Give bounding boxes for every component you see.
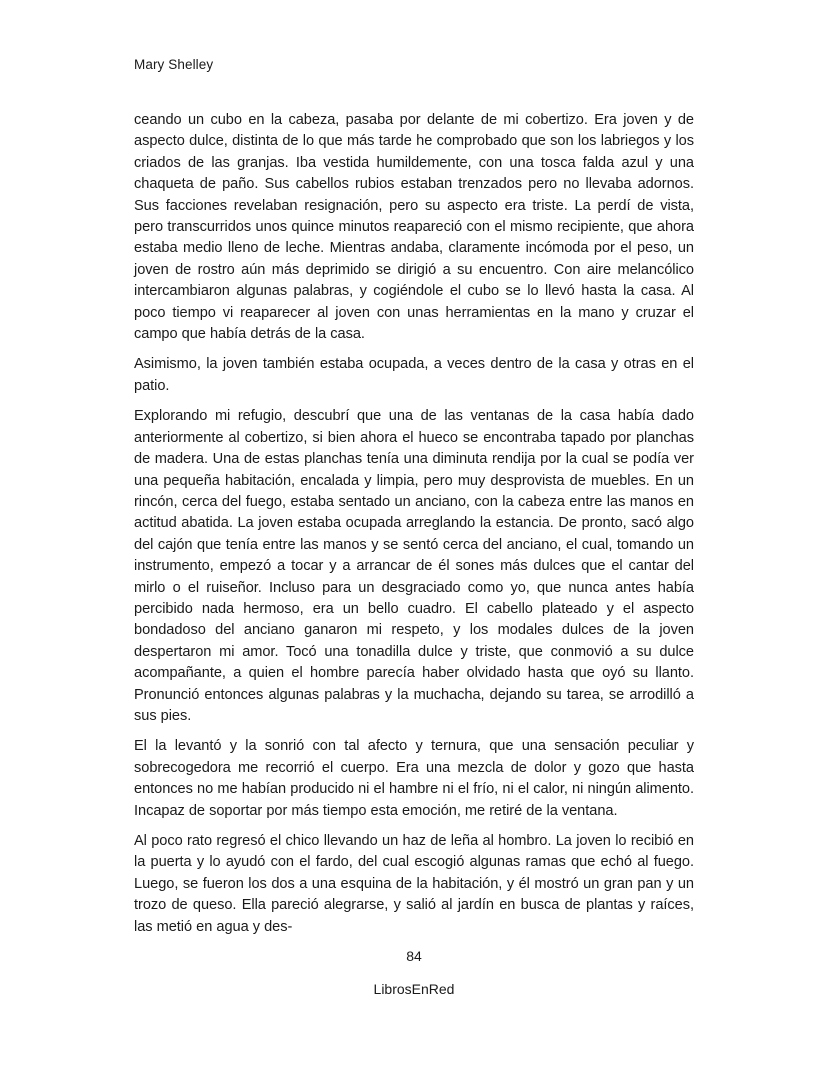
publisher-imprint: LibrosEnRed xyxy=(373,981,455,997)
page-number: 84 xyxy=(406,948,422,964)
body-paragraph: ceando un cubo en la cabeza, pasaba por delante de mi cobertizo. Era joven y de aspecto dulce, distinta de lo que más tarde he comprobado que son los labriegos y los criados de las granjas. Iba vestida humildemente, con una tosca falda azul y una chaqueta de paño. Sus cabellos rubios estaban trenzados pero no llevaba adornos. Sus facciones revelaban resignación, pero su aspecto era triste. La perdí de vista, pero transcurridos unos quince minutos reapareció con el mismo recipiente, que ahora estaba medio lleno de leche. Mientras andaba, claramente incómoda por el peso, un joven de rostro aún más deprimido se dirigió a su encuentro. Con aire melancólico intercambiaron algunas palabras, y cogiéndole el cubo se lo llevó hasta la casa. Al poco tiempo vi reaparecer al joven con unas herramientas en la mano y cruzar el campo que había detrás de la casa. xyxy=(134,112,694,343)
body-paragraph: Asimismo, la joven también estaba ocupada, a veces dentro de la casa y otras en el patio. xyxy=(134,356,694,394)
body-text-column xyxy=(134,110,694,938)
body-paragraph: Explorando mi refugio, descubrí que una de las ventanas de la casa había dado anteriormente al cobertizo, si bien ahora el hueco se encontraba tapado por planchas de madera. Una de estas planchas tenía una diminuta rendija por la cual se podía ver una pequeña habitación, encalada y limpia, pero muy desprovista de muebles. En un rincón, cerca del fuego, estaba sentado un anciano, con la cabeza entre las manos en actitud abatida. La joven estaba ocupada arreglando la estancia. De pronto, sacó algo del cajón que tenía entre las manos y se sentó cerca del anciano, el cual, tomando un instrumento, empezó a tocar y a arrancar de él sones más dulces que el cantar del mirlo o el ruiseñor. Incluso para un desgraciado como yo, que nunca antes había percibido nada hermoso, era un bello cuadro. El cabello plateado y el aspecto bondadoso del anciano ganaron mi respeto, y los modales dulces de la joven despertaron mi amor. Tocó una tonadilla dulce y triste, que conmovió a su dulce acompañante, a quien el hombre parecía haber olvidado hasta que oyó su llanto. Pronunció entonces algunas palabras y la muchacha, dejando su tarea, se arrodilló a sus pies. xyxy=(134,408,694,724)
page-footer xyxy=(0,946,828,999)
running-head-author: Mary Shelley xyxy=(134,57,214,72)
body-paragraph: El la levantó y la sonrió con tal afecto y ternura, que una sensación peculiar y sobrecogedora me recorrió el cuerpo. Era una mezcla de dolor y gozo que hasta entonces no me habían producido ni el hambre ni el frío, ni el calor, ni ningún alimento. Incapaz de soportar por más tiempo esta emoción, me retiré de la ventana. xyxy=(134,738,694,819)
body-paragraph: Al poco rato regresó el chico llevando un haz de leña al hombro. La joven lo recibió en la puerta y lo ayudó con el fardo, del cual escogió algunas ramas que echó al fuego. Luego, se fueron los dos a una esquina de la habitación, y él mostró un gran pan y un trozo de queso. Ella pareció alegrarse, y salió al jardín en busca de plantas y raíces, las metió en agua y des- xyxy=(134,833,694,935)
